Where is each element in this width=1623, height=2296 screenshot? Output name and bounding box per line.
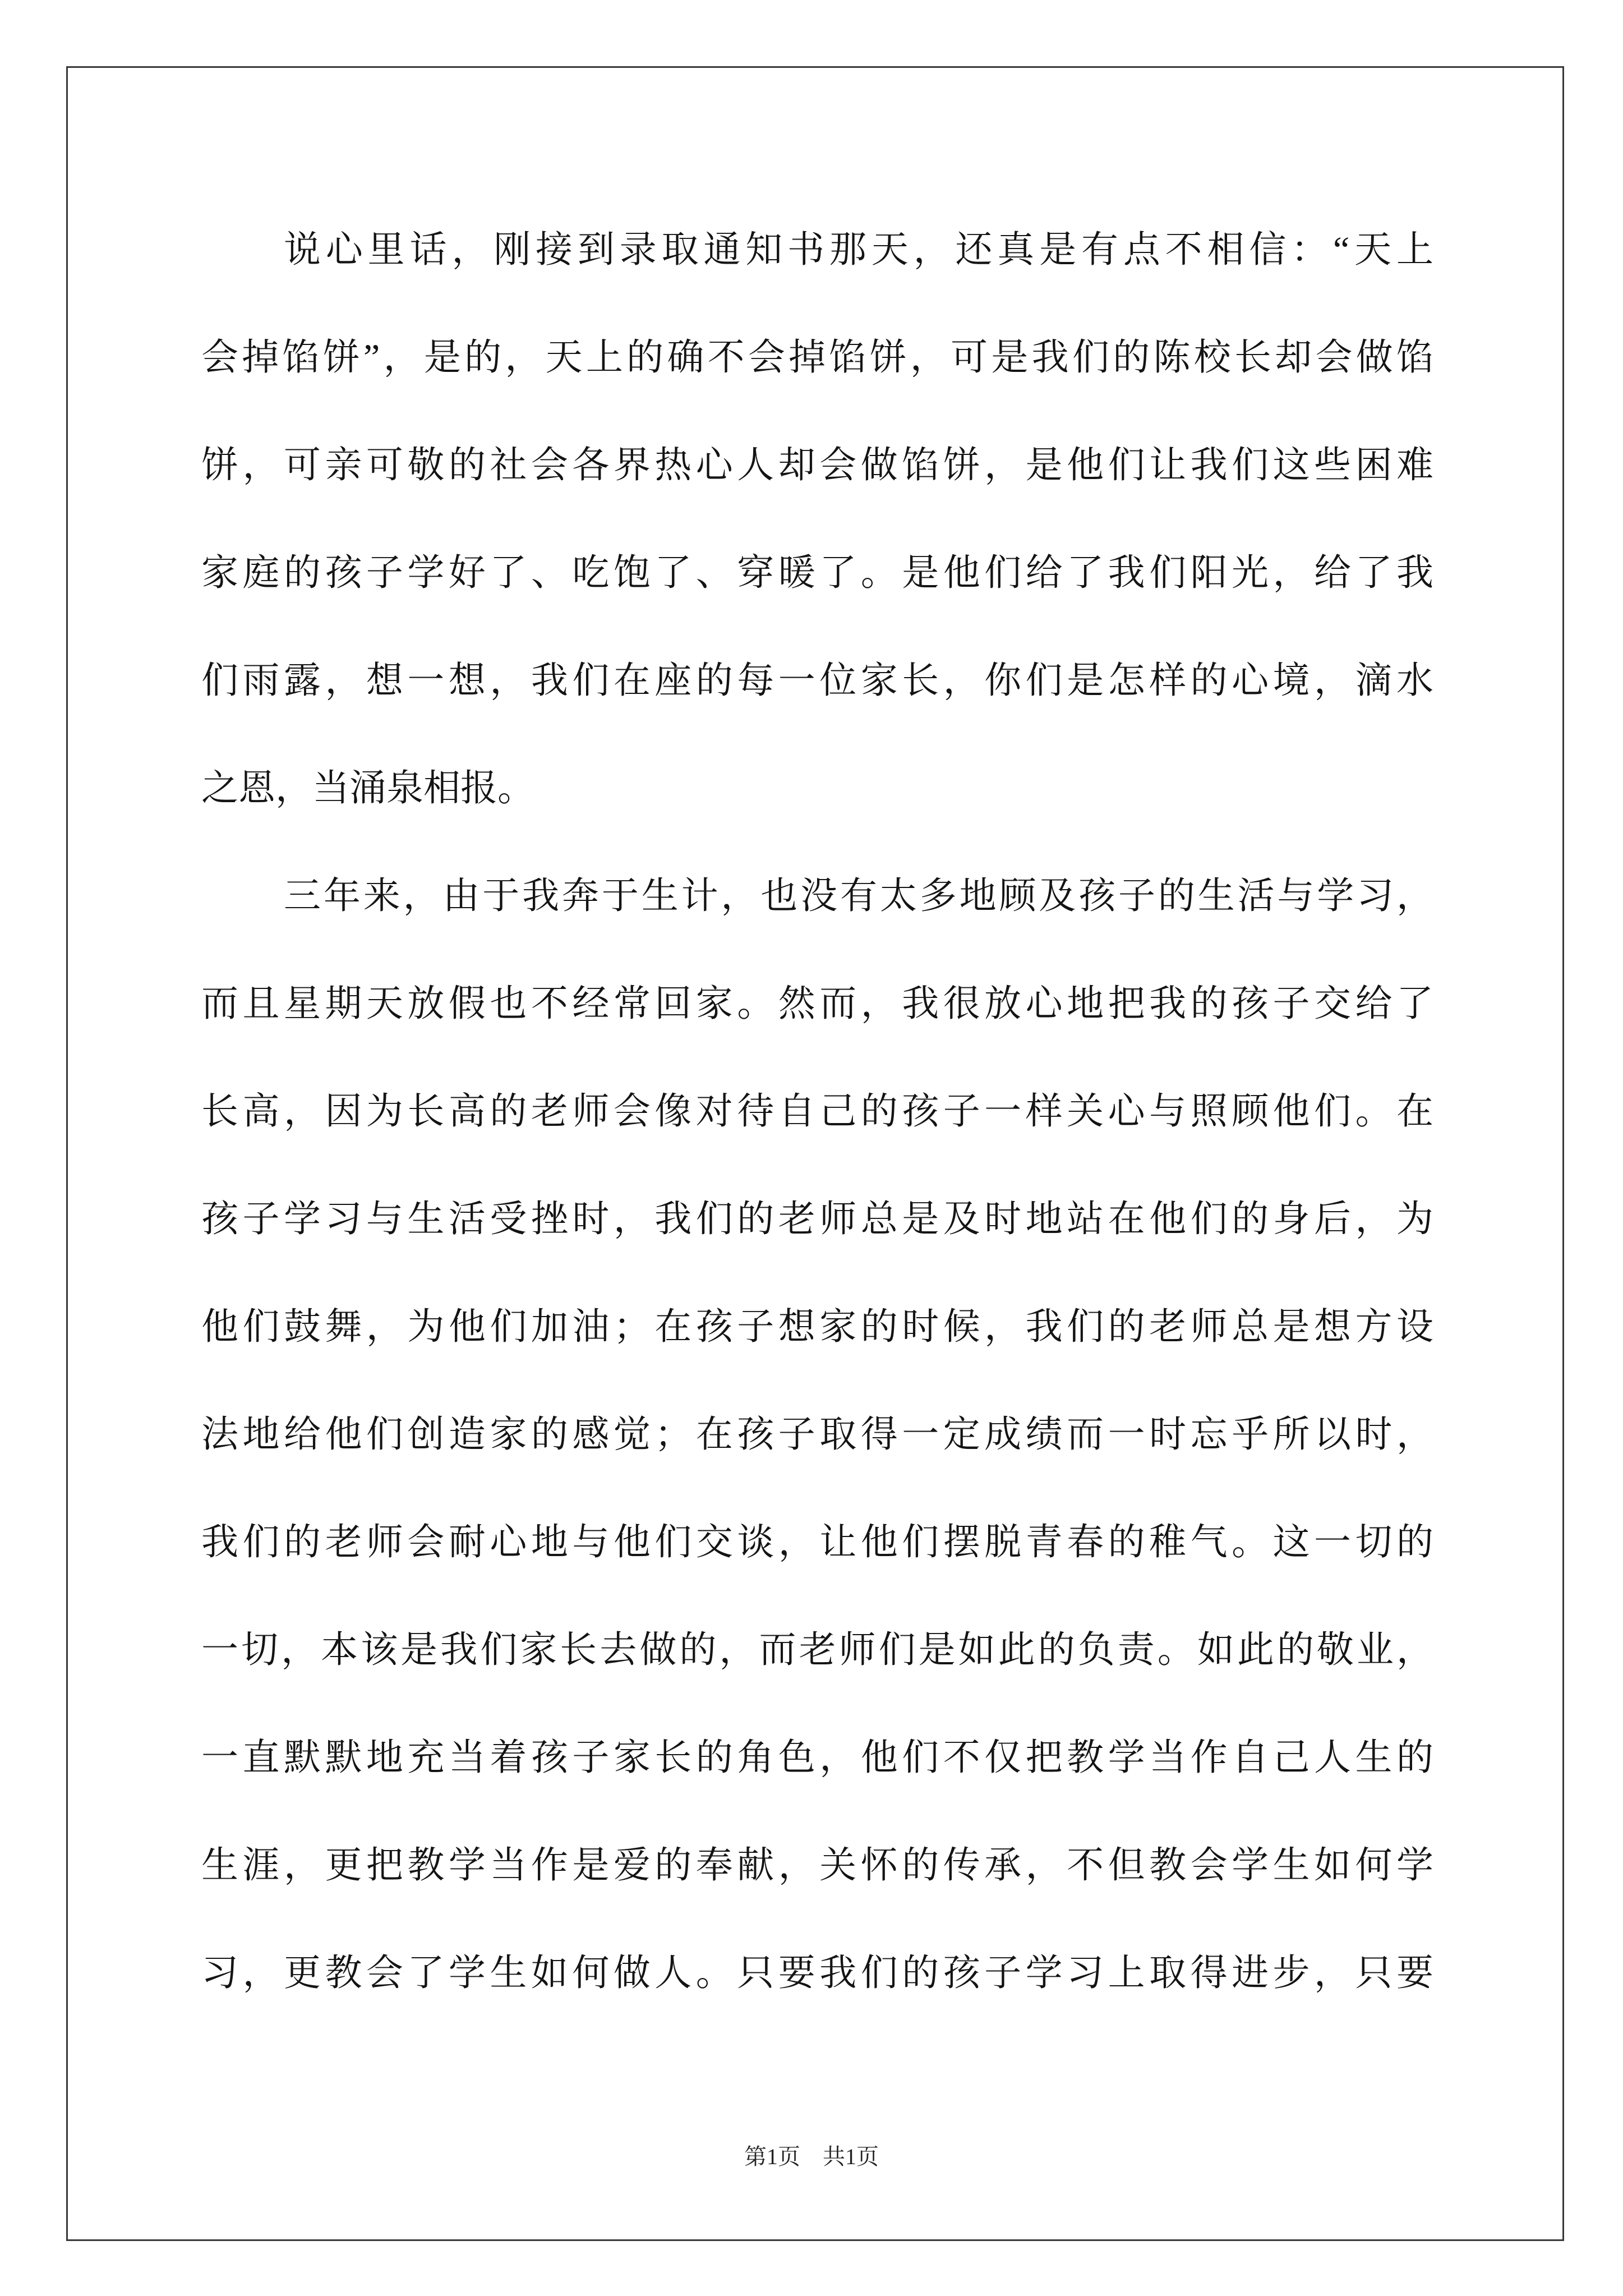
text-line: 法地给他们创造家的感觉；在孩子取得一定成绩而一时忘乎所以时， — [201, 1414, 1433, 1455]
text-line: 三年来，由于我奔于生计，也没有太多地顾及孩子的生活与学习， — [284, 876, 1433, 917]
paragraph — [201, 196, 1433, 843]
text-line: 说心里话，刚接到录取通知书那天，还真是有点不相信：“天上 — [284, 229, 1433, 270]
text-line: 他们鼓舞，为他们加油；在孩子想家的时候，我们的老师总是想方设 — [201, 1306, 1433, 1347]
paragraph — [201, 843, 1433, 2027]
document-body — [201, 196, 1433, 2027]
text-line: 之恩，当涌泉相报。 — [201, 768, 534, 809]
text-line: 生涯，更把教学当作是爱的奉献，关怀的传承，不但教会学生如何学 — [201, 1845, 1433, 1886]
text-line: 一切，本该是我们家长去做的，而老师们是如此的负责。如此的敬业， — [201, 1630, 1433, 1671]
text-line: 们雨露，想一想，我们在座的每一位家长，你们是怎样的心境，滴水 — [201, 660, 1433, 701]
text-line: 孩子学习与生活受挫时，我们的老师总是及时地站在他们的身后，为 — [201, 1199, 1433, 1240]
text-line: 饼，可亲可敬的社会各界热心人却会做馅饼，是他们让我们这些困难 — [201, 445, 1433, 486]
text-line: 一直默默地充当着孩子家长的角色，他们不仅把教学当作自己人生的 — [201, 1737, 1433, 1778]
page-number-footer: 第1页 共1页 — [744, 2144, 879, 2169]
text-line: 习，更教会了学生如何做人。只要我们的孩子学习上取得进步，只要 — [201, 1953, 1433, 1994]
text-line: 长高，因为长高的老师会像对待自己的孩子一样关心与照顾他们。在 — [201, 1091, 1433, 1132]
text-line: 家庭的孩子学好了、吃饱了、穿暖了。是他们给了我们阳光，给了我 — [201, 553, 1433, 593]
text-line: 会掉馅饼”，是的，天上的确不会掉馅饼，可是我们的陈校长却会做馅 — [201, 337, 1433, 378]
text-line: 而且星期天放假也不经常回家。然而，我很放心地把我的孩子交给了 — [201, 983, 1433, 1024]
text-line: 我们的老师会耐心地与他们交谈，让他们摆脱青春的稚气。这一切的 — [201, 1522, 1433, 1563]
